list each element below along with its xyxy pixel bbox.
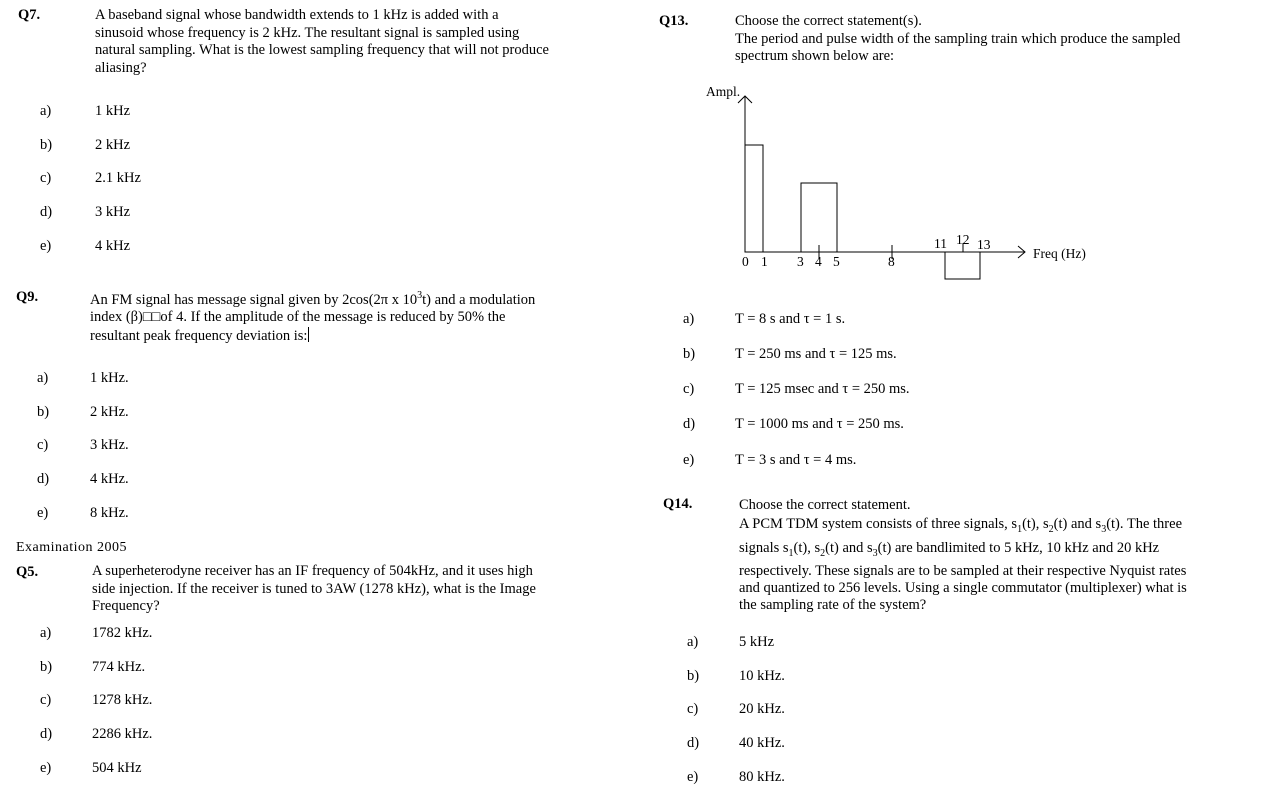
q14-line3-a: signals s <box>739 539 789 556</box>
q9-option-d-text: 4 kHz. <box>90 471 129 487</box>
option-label: d) <box>40 726 53 742</box>
q14-option-e[interactable] <box>687 769 698 786</box>
q7-option-a-text: 1 kHz <box>95 103 131 119</box>
q5-stem-line: side injection. If the receiver is tuned to 3AW (1278 kHz), what is the Image <box>92 580 536 597</box>
q9-stem-line <box>90 287 535 309</box>
option-label: d) <box>40 204 53 220</box>
q13-option-a-text: T = 8 s and τ = 1 s. <box>735 311 846 327</box>
q9-option-c[interactable] <box>37 437 48 454</box>
option-label: b) <box>687 668 700 684</box>
q14-stem-line <box>739 539 1187 563</box>
q14-option-d-text: 40 kHz. <box>739 735 785 751</box>
q9-option-e-text: 8 kHz. <box>90 505 129 521</box>
q13-option-b-text: T = 250 ms and τ = 125 ms. <box>735 346 897 362</box>
tick-label: 3 <box>797 254 804 269</box>
q7-stem-line: natural sampling. What is the lowest sampling frequency that will not produce <box>95 42 549 58</box>
q14-option-b-text: 10 kHz. <box>739 668 785 684</box>
q9-option-e[interactable] <box>37 505 48 522</box>
q7-option-b-text: 2 kHz <box>95 137 131 153</box>
q14-line3-d: (t) are bandlimited to 5 kHz, 10 kHz and 20 kHz <box>877 539 1160 556</box>
q14-line3-b: (t), s <box>793 539 821 556</box>
q5-stem-line: Frequency? <box>92 598 160 614</box>
spectrum-pulse-11-13 <box>945 252 980 279</box>
q7-stem-line: A baseband signal whose bandwidth extends to 1 kHz is added with a <box>95 7 499 23</box>
tick-label: 4 <box>815 254 822 269</box>
q5-stem <box>92 563 536 616</box>
q13-option-b[interactable] <box>683 346 695 363</box>
spectrum-pulse-0-1 <box>745 145 763 252</box>
option-label: c) <box>687 701 699 717</box>
option-label: a) <box>683 311 695 327</box>
option-label: c) <box>40 170 52 186</box>
q7-option-c[interactable] <box>40 170 51 187</box>
q14-line2-a: A PCM TDM system consists of three signals, s <box>739 516 1018 532</box>
option-label: b) <box>40 137 53 153</box>
q14-stem-line <box>739 515 1187 539</box>
tick-label: 8 <box>888 254 895 269</box>
tick-label: 0 <box>742 254 749 269</box>
option-label: c) <box>40 692 52 708</box>
option-label: a) <box>37 370 49 386</box>
q13-option-d[interactable] <box>683 416 695 433</box>
q13-number: Q13. <box>659 13 689 29</box>
q5-option-d-text: 2286 kHz. <box>92 726 153 742</box>
q14-line2-c: (t) and s <box>1053 516 1102 532</box>
text-cursor[interactable] <box>308 327 309 342</box>
option-label: e) <box>683 452 695 468</box>
q14-stem <box>739 496 1187 615</box>
q9-option-a-text: 1 kHz. <box>90 370 129 386</box>
q9-option-c-text: 3 kHz. <box>90 437 129 453</box>
option-label: b) <box>37 404 50 420</box>
q13-stem <box>735 13 1180 66</box>
q9-option-b[interactable] <box>37 404 49 421</box>
q7-number: Q7. <box>18 7 41 23</box>
subscript: 2 <box>820 547 826 559</box>
option-label: d) <box>37 471 50 487</box>
q14-line3-c: (t) and s <box>825 539 873 556</box>
subscript: 2 <box>1048 523 1054 535</box>
header-fragment-text: Examination 2005 <box>16 540 128 552</box>
option-label: a) <box>687 634 699 650</box>
q13-option-e-text: T = 3 s and τ = 4 ms. <box>735 452 857 468</box>
q13-option-a[interactable] <box>683 311 694 328</box>
q9-stem-line: index (β)□□of 4. If the amplitude of the message is reduced by 50% the <box>90 309 506 326</box>
q9-exponent: 3 <box>417 290 423 301</box>
q7-option-e-text: 4 kHz <box>95 238 131 254</box>
option-label: b) <box>683 346 696 362</box>
y-axis-label: Ampl. <box>706 84 741 99</box>
q9-option-a[interactable] <box>37 370 48 387</box>
tick-label: 11 <box>934 236 947 251</box>
option-label: c) <box>37 437 49 453</box>
tick-label: 5 <box>833 254 840 269</box>
q7-option-b[interactable] <box>40 137 52 154</box>
q13-option-e[interactable] <box>683 452 694 469</box>
q14-option-c[interactable] <box>687 701 698 718</box>
q9-line1-pre: An FM signal has message signal given by 2cos(2π x 10 <box>90 291 418 308</box>
q9-line3: resultant peak frequency deviation is: <box>90 327 308 344</box>
q14-option-a[interactable] <box>687 634 698 651</box>
q14-line2-b: (t), s <box>1022 516 1049 532</box>
q5-stem-line: A superheterodyne receiver has an IF frequency of 504kHz, and it uses high <box>92 563 533 579</box>
q9-number: Q9. <box>16 289 39 305</box>
q13-stem-line: Choose the correct statement(s). <box>735 13 922 29</box>
q14-option-d[interactable] <box>687 735 699 752</box>
subscript: 1 <box>1017 523 1023 535</box>
q5-option-c-text: 1278 kHz. <box>92 692 153 708</box>
q5-option-a[interactable] <box>40 625 51 642</box>
option-label: e) <box>687 769 699 785</box>
q14-stem-line: respectively. These signals are to be sampled at their respective Nyquist rates <box>739 562 1187 579</box>
spectrum-pulse-3-5 <box>801 183 837 252</box>
option-label: d) <box>683 416 696 432</box>
q5-option-a-text: 1782 kHz. <box>92 625 153 641</box>
option-label: b) <box>40 659 53 675</box>
tick-label: 12 <box>956 232 970 247</box>
q14-stem-line: Choose the correct statement. <box>739 497 911 513</box>
subscript: 3 <box>872 547 878 559</box>
q14-number: Q14. <box>663 496 693 512</box>
q7-option-e[interactable] <box>40 238 51 255</box>
x-axis-label: Freq (Hz) <box>1033 246 1086 261</box>
option-label: e) <box>40 238 52 254</box>
q13-spectrum-graph <box>700 80 1120 295</box>
q13-stem-line: spectrum shown below are: <box>735 48 895 64</box>
q14-option-c-text: 20 kHz. <box>739 701 785 717</box>
page-header-fragment <box>16 538 136 552</box>
q9-line1-post: t) and a modulation <box>422 291 536 308</box>
q7-stem-line: aliasing? <box>95 59 147 76</box>
q9-option-b-text: 2 kHz. <box>90 404 129 420</box>
option-label: e) <box>37 505 49 521</box>
option-label: a) <box>40 625 52 641</box>
q7-option-a[interactable] <box>40 103 51 120</box>
tick-label: 13 <box>977 237 991 252</box>
option-label: d) <box>687 735 700 751</box>
q14-option-b[interactable] <box>687 668 699 685</box>
option-label: e) <box>40 760 52 776</box>
q5-option-e-text: 504 kHz <box>92 760 142 776</box>
q13-option-d-text: T = 1000 ms and τ = 250 ms. <box>735 416 904 432</box>
q14-line2-d: (t). The three <box>1106 516 1183 532</box>
tick-label: 1 <box>761 254 768 269</box>
option-label: a) <box>40 103 52 119</box>
q14-stem-line: and quantized to 256 levels. Using a single commutator (multiplexer) what is <box>739 579 1187 596</box>
subscript: 3 <box>1101 523 1107 535</box>
q13-option-c-text: T = 125 msec and τ = 250 ms. <box>735 381 910 397</box>
q5-option-e[interactable] <box>40 760 51 777</box>
q7-stem-line: sinusoid whose frequency is 2 kHz. The resultant signal is sampled using <box>95 24 520 41</box>
q7-option-c-text: 2.1 kHz <box>95 170 141 186</box>
q9-stem <box>90 287 535 345</box>
q13-stem-line: The period and pulse width of the sampling train which produce the sampled <box>735 30 1181 47</box>
q7-option-d-text: 3 kHz <box>95 204 131 220</box>
q5-option-c[interactable] <box>40 692 51 709</box>
q5-option-b[interactable] <box>40 659 52 676</box>
q5-option-d[interactable] <box>40 726 52 743</box>
q5-number: Q5. <box>16 564 39 580</box>
q7-option-d[interactable] <box>40 204 52 221</box>
subscript: 1 <box>788 547 794 559</box>
q5-option-b-text: 774 kHz. <box>92 659 146 675</box>
q7-stem <box>95 7 549 77</box>
q14-stem-line: the sampling rate of the system? <box>739 596 927 613</box>
q9-stem-line <box>90 327 535 346</box>
q14-option-e-text: 80 kHz. <box>739 769 785 785</box>
q9-option-d[interactable] <box>37 471 49 488</box>
q13-option-c[interactable] <box>683 381 694 398</box>
option-label: c) <box>683 381 695 397</box>
q14-option-a-text: 5 kHz <box>739 634 775 650</box>
